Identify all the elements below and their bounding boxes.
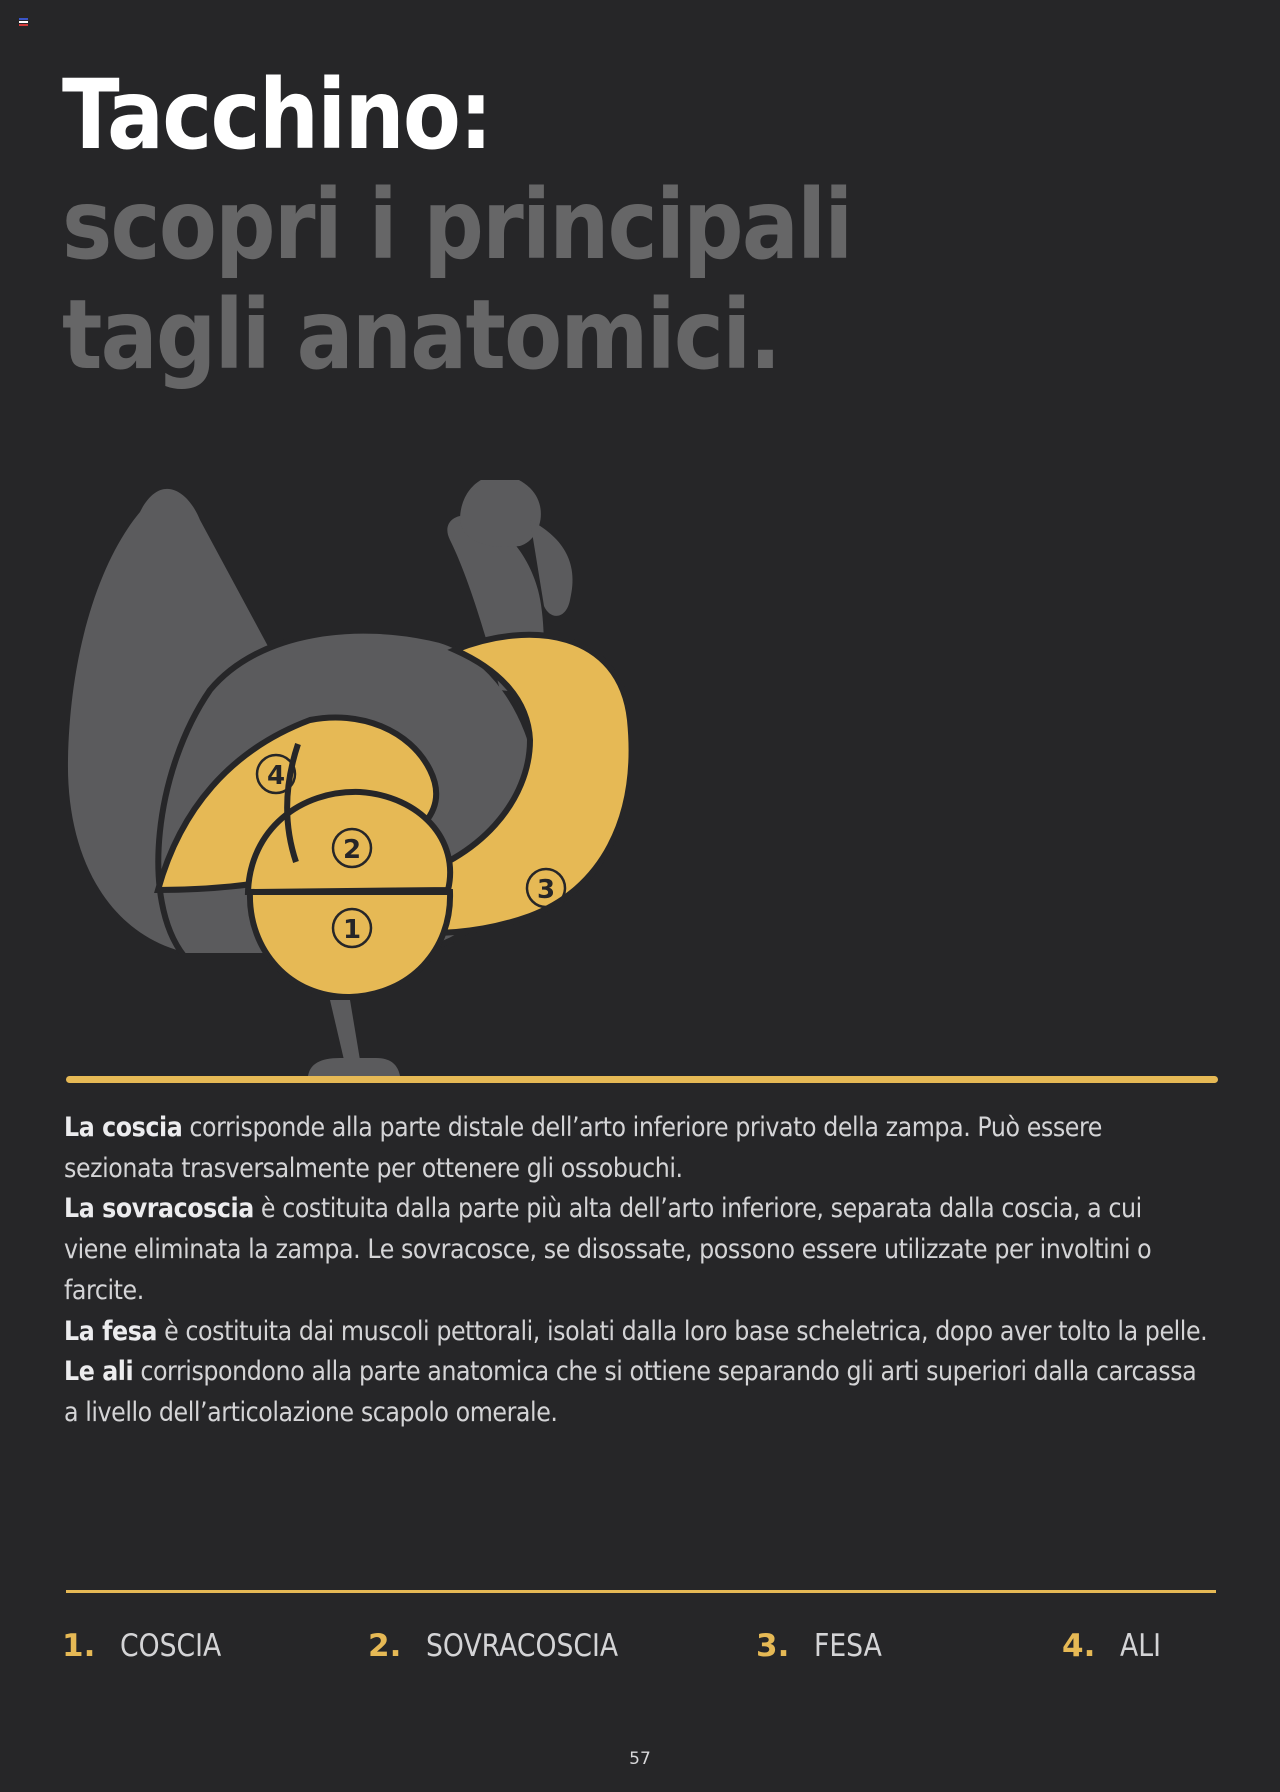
divider-bottom [66,1590,1216,1593]
title-line-3: tagli anatomici. [62,279,780,391]
turkey-leg [330,1000,360,1060]
paragraph-fesa [64,1312,1208,1353]
legend-number: 2. [368,1628,402,1664]
legend-number: 3. [756,1628,790,1664]
text-fesa: è costituita dai muscoli pettorali, isolati dalla loro base scheletrica, dopo aver tolto la pelle. [157,1315,1208,1347]
paragraph-sovracoscia [64,1189,1208,1311]
page-title [62,60,851,390]
term-fesa: La fesa [64,1315,158,1347]
marker-1-label: 1 [342,915,362,945]
legend-label: FESA [814,1628,882,1664]
term-coscia: La coscia [64,1112,183,1143]
paragraph-ali [64,1352,1208,1433]
text-sovracoscia: è costituita dalla parte più alta dell’arto inferiore, separata dalla coscia, a cui viene eliminata la zampa. Le sovracosce, se disossate, possono essere utilizzate per involtini o farcite. [64,1193,1152,1306]
cuts-legend [0,1628,1280,1678]
legend-number: 1. [62,1628,96,1664]
legend-item-fesa [756,1628,893,1664]
legend-label: COSCIA [120,1628,222,1664]
legend-item-ali [1062,1628,1168,1664]
term-ali: Le ali [64,1356,134,1388]
text-coscia: corrisponde alla parte distale dell’arto inferiore privato della zampa. Può essere sezionata trasversalmente per ottenere gli ossobuchi. [64,1112,1102,1184]
legend-label: ALI [1120,1628,1161,1664]
turkey-cuts-diagram [60,480,700,1080]
description [64,1108,1208,1434]
flag-icon [19,18,28,25]
title-line-1: Tacchino: [62,59,492,171]
legend-label: SOVRACOSCIA [426,1628,619,1664]
title-line-2: scopri i principali [62,169,852,281]
legend-number: 4. [1062,1628,1096,1664]
turkey-head [460,480,541,547]
divider-top [66,1076,1218,1083]
marker-2-label: 2 [342,835,362,865]
text-ali: corrispondono alla parte anatomica che si ottiene separando gli arti superiori dalla carcassa a livello dell’articolazione scapolo omerale. [64,1356,1197,1428]
marker-3-label: 3 [536,875,556,905]
paragraph-coscia [64,1108,1208,1189]
legend-item-coscia [62,1628,238,1664]
term-sovracoscia: La sovracoscia [64,1193,254,1225]
legend-item-sovracoscia [368,1628,649,1664]
turkey-foot [308,1058,400,1076]
page-number: 57 [629,1749,651,1769]
marker-4-label: 4 [266,761,286,791]
